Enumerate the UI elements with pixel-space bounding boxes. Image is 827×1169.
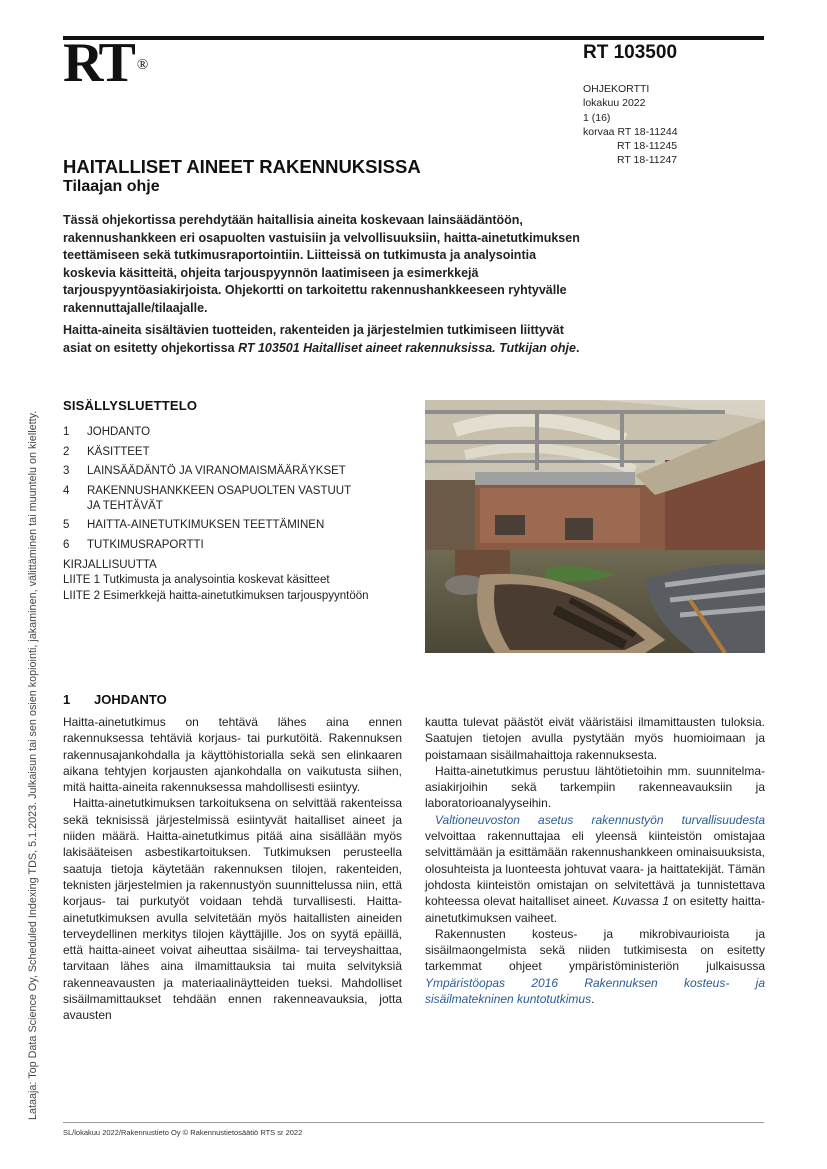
body-paragraph: Haitta-ainetutkimuksen tarkoituksena on selvittää rakenteissa sekä teknisissä järjestelmissä esiintyvät haitalliset aineet ja niiden määrä. Haitta-ainetutkimus pitää aina sisällään myös lakisääteisen asbestikartoituksen. Tutkimuksen perusteella saatuja tietoja käytetään rakennuksen tilojen, rakenteiden, teknisten järjestelmien ja rakennustyön suunnittelussa niin, että korjaus- tai purkutyöt voidaan tehdä turvallisesti. Haitta-ainetutkimuksen avulla selvitetään myös haitallisten aineiden terveydellinen merkitys tilojen käyttäjille. Jos on syytä epäillä, että haitta-aineet voivat aiheuttaa sisäilma- tai terveyshaittaa, tarvitaan lähes aina ilmamittauksia tai muita selvityksiä rakenneavausten ja materiaalinäytteiden tueksi. Mahdolliset sisäilmamittaukset tehdään ennen rakenneavauksia, jotta avausten (63, 796, 402, 1023)
body-paragraph (425, 812, 765, 926)
toc-appendix-1[interactable]: LIITE 1 Tutkimusta ja analysointia koskevat käsitteet (63, 574, 330, 587)
toc-label: TUTKIMUSRAPORTTI (87, 538, 204, 551)
rt-logo (63, 32, 149, 94)
section-title: JOHDANTO (94, 692, 167, 707)
body-column-left (63, 714, 402, 1024)
section-1-heading (63, 692, 167, 707)
replaces-code: RT 18-11245 (617, 140, 678, 153)
body-paragraph: Haitta-ainetutkimus perustuu lähtötietoihin mm. suunnitelma-asiakirjoihin sekä tarkempiin rakenneavauksiin ja laboratorioanalyyseihin. (425, 763, 765, 811)
doc-date: lokakuu 2022 (583, 97, 646, 110)
body-paragraph: kautta tulevat päästöt eivät vääristäisi ilmamittausten tuloksia. Saatujen tietojen avulla pystytään myös huomioimaan ja poistamaan sisäilmahaittoja rakennuksesta. (425, 715, 765, 762)
toc-number: 1 (63, 426, 70, 438)
figure-reference: Kuvassa 1 (612, 894, 670, 909)
toc-item[interactable] (63, 464, 413, 479)
page-subtitle: Tilaajan ohje (63, 178, 160, 195)
toc-heading: SISÄLLYSLUETTELO (63, 398, 198, 413)
toc-label: KÄSITTEET (87, 445, 150, 458)
toc-item[interactable] (63, 425, 413, 440)
toc-item[interactable] (63, 484, 413, 514)
lead-text (63, 212, 583, 362)
body-paragraph: Haitta-ainetutkimus on tehtävä lähes aina ennen rakennuksessa tehtäviä korjaus- tai purkutöitä. Rakennuksen rakennusajankohdalla ja käyttöhistorialla sekä sen elinkaaren aikana tehtyjen korjausten ajankohdalla on vaikutusta siihen, mitä haitta-aineita rakennuksessa mahdollisesti esiintyy. (63, 715, 402, 795)
document-meta (583, 82, 678, 168)
toc-number: 4 (63, 484, 70, 497)
top-rule (63, 36, 764, 40)
page-title: HAITALLISET AINEET RAKENNUKSISSA (63, 156, 421, 177)
toc-number: 5 (63, 519, 70, 532)
replaces-label: korvaa (583, 125, 615, 138)
guide-link[interactable]: Ympäristöopas 2016 Rakennuksen kosteus- ja sisäilmatekninen kuntotutkimus (425, 975, 765, 1007)
law-link[interactable]: Valtioneuvoston asetus rakennustyön turvallisuudesta (435, 812, 765, 827)
toc-label: JOHDANTO (87, 426, 151, 438)
replaces-line (583, 125, 678, 139)
section-number: 1 (63, 692, 71, 707)
lead-text-span: . (575, 340, 580, 355)
toc-number: 2 (63, 445, 70, 458)
toc-label: LAINSÄÄDÄNTÖ JA VIRANOMAISMÄÄRÄYKSET (87, 465, 346, 478)
document-code: RT 103500 (583, 42, 678, 63)
registered-mark: ® (136, 57, 149, 73)
body-text-span: velvoittaa rakennuttajaa eli yleensä kiinteistön omistajaa selvittämään ja esittämään rakennushankkeen ominaisuuksista, olosuhteista ja luonteesta johtuvat vaara- ja haittatekijät. Tämän johdosta kiinteistön omistajan on selvitettävä ja tunnistettava kohteessa olevat haitalliset aineet. (425, 829, 765, 909)
body-text-span: . (591, 992, 595, 1007)
table-of-contents (63, 398, 413, 604)
replaces-code: RT 18-11244 (617, 125, 678, 138)
footer-text: SL/lokakuu 2022/Rakennustieto Oy © Rakennustietosäätiö RTS sr 2022 (63, 1128, 303, 1137)
lead-text-span: Haitta-aineita sisältävien tuotteiden, rakenteiden ja järjestelmien tutkimiseen liittyvät asiat on esitetty ohjekortissa (63, 323, 564, 355)
lead-paragraph (63, 322, 583, 357)
cover-photo (425, 400, 765, 653)
download-notice: Lataaja: Top Data Science Oy, Scheduled Indexing TDS, 5.1.2023. Julkaisun tai sen osien kopiointi, jakaminen, välittäminen tai muuntelu on kielletty. (27, 410, 39, 1120)
lead-paragraph: Tässä ohjekortissa perehdytään haitallisia aineita koskevaan lainsäädäntöön, rakennushankkeen eri osapuolten vastuisiin ja velvollisuuksiin, haitta-ainetutkimuksen teettämiseen sekä tutkimusraportointiin. Liitteissä on tutkimusta ja analysointia koskevia käsitteitä, ohjeita tarjouspyynnön laatimiseen ja esimerkkejä tarjouspyyntöasiakirjoista. Ohjekortti on tarkoitettu rakennushankkeeseen ryhtyvälle rakennuttajalle/tilaajalle. (63, 213, 580, 315)
body-paragraph (425, 926, 765, 1007)
body-column-right (425, 714, 765, 1007)
toc-number: 6 (63, 538, 70, 551)
footer-rule (63, 1122, 764, 1123)
toc-label: RAKENNUSHANKKEEN OSAPUOLTEN VASTUUT JA TEHTÄVÄT (87, 484, 351, 512)
toc-item[interactable] (63, 445, 413, 460)
body-text-span: Rakennusten kosteus- ja mikrobivaurioista ja sisäilmaongelmista sekä niiden tutkimisesta on esitetty tarkemmat ohjeet ympäristöministeriön julkaisussa (425, 926, 765, 974)
toc-number: 3 (63, 465, 70, 478)
toc-appendix-2[interactable]: LIITE 2 Esimerkkejä haitta-ainetutkimuksen tarjouspyyntöön (63, 589, 369, 602)
body-text-span: on esitetty haitta-ainetutkimuksen vaiheet. (425, 894, 765, 925)
doc-type: OHJEKORTTI (583, 83, 650, 95)
doc-page: 1 (16) (583, 111, 611, 124)
reference-title: RT 103501 Haitalliset aineet rakennuksissa. Tutkijan ohje (238, 340, 576, 355)
toc-label: HAITTA-AINETUTKIMUKSEN TEETTÄMINEN (87, 519, 325, 532)
toc-bibliography[interactable]: KIRJALLISUUTTA (63, 558, 157, 571)
toc-item[interactable] (63, 538, 413, 553)
replaces-code: RT 18-11247 (617, 154, 678, 167)
logo-text: RT (63, 32, 133, 94)
toc-item[interactable] (63, 518, 413, 533)
